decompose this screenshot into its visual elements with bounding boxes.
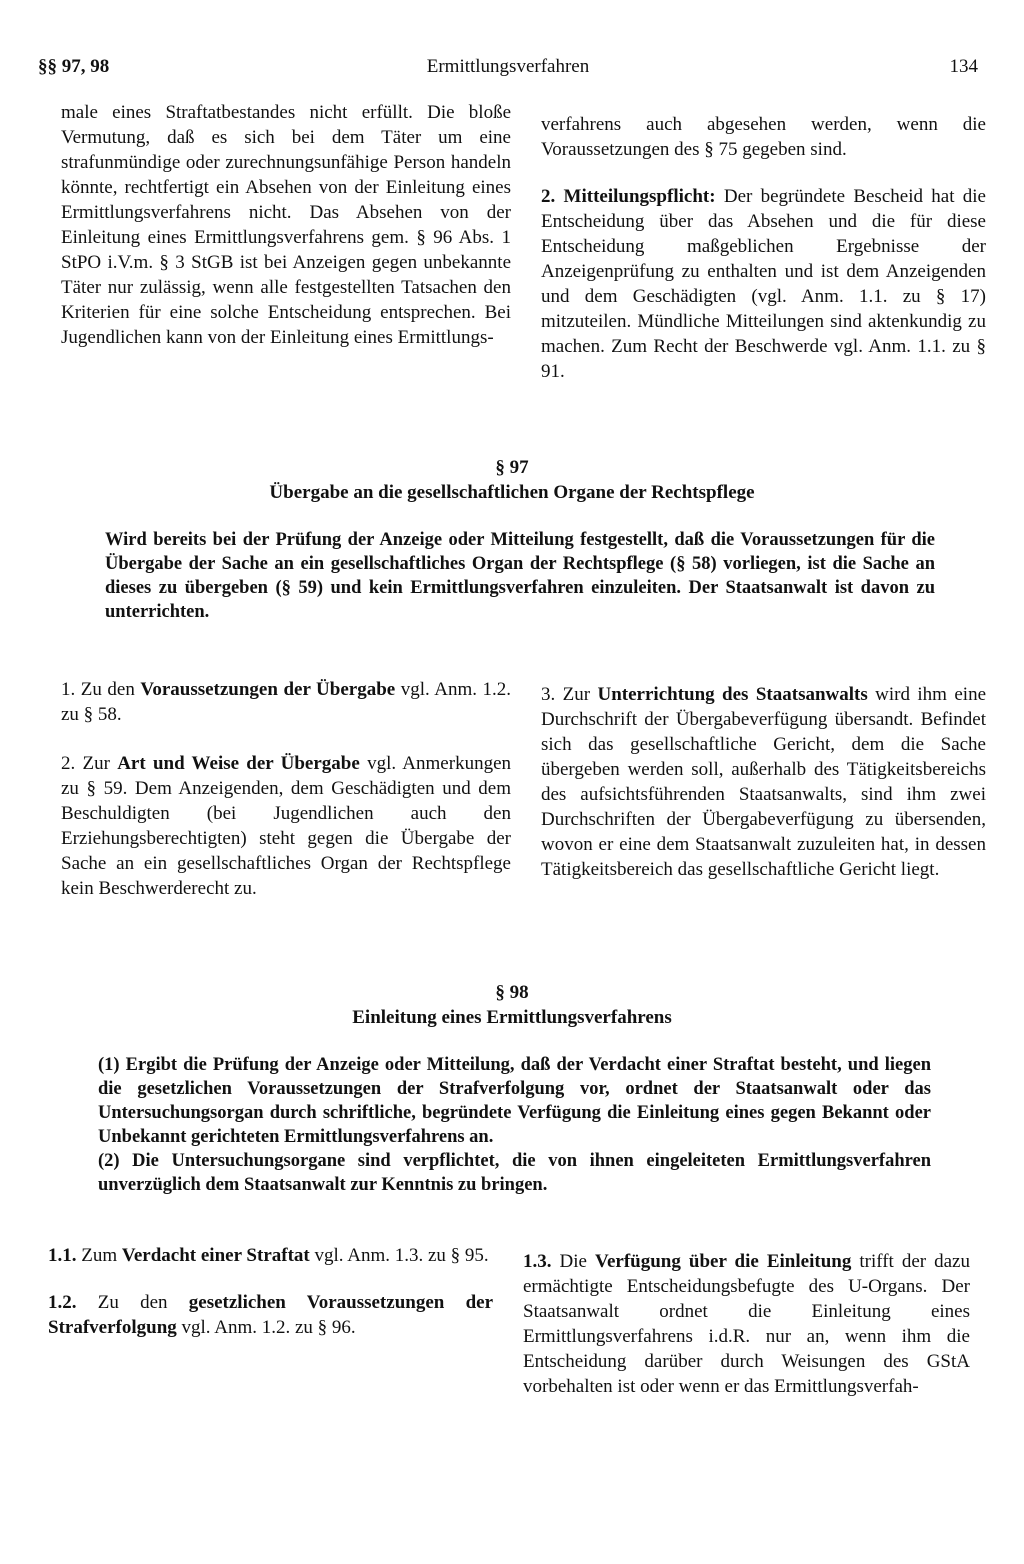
note-97-1-lead: 1. Zu den — [61, 679, 141, 700]
note-98-1-2-lead: Zu den — [76, 1292, 189, 1313]
note-98-1-2-text: vgl. Anm. 1.2. zu § 96. — [176, 1317, 356, 1338]
note-97-3-text: wird ihm eine Durchschrift der Übergabeverfügung übersandt. Befindet sich das gesellschaftliche Gericht, dem die Sache übergeben werden soll, außerhalb des Tätigkeitsbereichs des aufsichtsführenden Staatsanwalts, sind ihm zwei Durchschriften der Übergabeverfügung zu übersenden, wovon er eine dem Staatsanwalt zuzuleiten hat, in dessen Tätigkeitsbereich das gesellschaftliche Gericht liegt. — [541, 684, 987, 880]
section-98-right-notes — [523, 1249, 970, 1399]
note-98-1-1-lead: Zum — [76, 1245, 122, 1266]
note-97-3-lead: 3. Zur — [541, 684, 598, 705]
mitteilungspflicht-text: Der begründete Bescheid hat die Entscheidung über das Absehen und die für diese Entscheidung maßgeblichen Ergebnisse der Anzeigenprüfung zu enthalten und ist dem Anzeigenden und dem Geschädigten (vgl. Anm. 1.1. zu § 17) mitzuteilen. Mündliche Mitteilungen sind aktenkundig zu machen. Zum Recht der Beschwerde vgl. Anm. 1.1. zu § 91. — [541, 186, 986, 382]
section-98-number: § 98 — [495, 982, 529, 1003]
note-97-2 — [61, 751, 511, 901]
page-number: 134 — [949, 56, 978, 77]
section-97-right-notes — [541, 682, 986, 882]
note-98-1-3-keyword: Verfügung über die Einleitung — [594, 1251, 852, 1272]
note-98-1-3-text: trifft der dazu ermächtigte Entscheidungsbefugte des U-Organs. Der Staatsanwalt ordnet die Einleitung eines Ermittlungsverfahrens i.d.R. nur an, wenn ihm die Entscheidung darüber durch Weisungen des GStA vorbehalten ist oder wenn er das Ermittlungsverfah- — [523, 1251, 970, 1397]
section-97-rule-text: Wird bereits bei der Prüfung der Anzeige oder Mitteilung festgestellt, daß die Voraussetzungen für die Übergabe der Sache an ein gesellschaftliches Organ der Rechtspflege (§ 58) vorliegen, ist die Sache an dieses zu übergeben (§ 59) und kein Ermittlungsverfahren einzuleiten. Der Staatsanwalt ist davon zu unterrichten. — [105, 530, 935, 622]
section-98-heading — [0, 980, 1024, 1030]
section-98-rule-1: (1) Ergibt die Prüfung der Anzeige oder Mitteilung, daß der Verdacht einer Straftat besteht, und liegen die gesetzlichen Voraussetzungen der Strafverfolgung vor, ordnet der Staatsanwalt oder das Untersuchungsorgan durch schriftliche, begründete Verfügung die Einleitung eines gegen Bekannt oder Unbekannt gerichteten Ermittlungsverfahrens an. — [98, 1055, 931, 1147]
section-97-left-notes — [61, 677, 511, 901]
note-98-1-2-keyword: gesetzlichen Voraussetzungen der Strafverfolgung — [48, 1292, 494, 1338]
section-97-rule — [105, 528, 935, 624]
header-sections: §§ 97, 98 — [38, 56, 110, 77]
note-97-2-lead: 2. Zur — [61, 753, 118, 774]
note-98-1-3 — [523, 1249, 970, 1399]
section-98-rule — [98, 1053, 931, 1197]
mitteilungspflicht-heading: 2. Mitteilungspflicht: — [541, 186, 716, 207]
section-97-title: Übergabe an die gesellschaftlichen Organe der Rechtspflege — [269, 482, 755, 503]
note-97-2-keyword: Art und Weise der Übergabe — [117, 753, 360, 774]
note-98-1-1-number: 1.1. — [48, 1245, 77, 1266]
header-title: Ermittlungsverfahren — [426, 56, 590, 77]
section-98-title: Einleitung eines Ermittlungsverfahrens — [352, 1007, 672, 1028]
note-97-3-keyword: Unterrichtung des Staatsanwalts — [597, 684, 868, 705]
note-97-1-keyword: Voraussetzungen der Übergabe — [140, 679, 396, 700]
note-97-1 — [61, 677, 511, 727]
top-right-paragraph-1: verfahrens auch abgesehen werden, wenn die Voraussetzungen des § 75 gegeben sind. — [541, 114, 986, 160]
section-98-left-notes — [48, 1243, 493, 1340]
note-98-1-2 — [48, 1290, 493, 1340]
note-98-1-1-text: vgl. Anm. 1.3. zu § 95. — [309, 1245, 489, 1266]
note-98-1-1-keyword: Verdacht einer Straftat — [121, 1245, 310, 1266]
page-header — [38, 56, 978, 84]
section-97-heading — [0, 455, 1024, 505]
top-left-text: male eines Straftatbestandes nicht erfüllt. Die bloße Vermutung, daß es sich bei dem Täter um eine strafunmündige oder zurechnungsunfähige Person handeln könnte, rechtfertigt ein Absehen von der Einleitung eines Ermittlungsverfahrens nicht. Das Absehen von der Einleitung eines Ermittlungsverfahrens gem. § 96 Abs. 1 StPO i.V.m. § 3 StGB ist bei Anzeigen gegen unbekannte Täter nur zulässig, wenn alle festgestellten Tatsachen den Kriterien für eine solche Entscheidung entsprechen. Bei Jugendlichen kann von der Einleitung eines Ermittlungs- — [61, 102, 511, 348]
note-98-1-3-number: 1.3. — [523, 1251, 552, 1272]
section-98-rule-2: (2) Die Untersuchungsorgane sind verpflichtet, die von ihnen eingeleiteten Ermittlungsverfahren unverzüglich dem Staatsanwalt zur Kenntnis zu bringen. — [98, 1151, 931, 1195]
top-right-column — [541, 112, 986, 384]
note-97-1-text: vgl. Anm. 1.2. zu § 58. — [61, 679, 511, 725]
note-98-1-2-number: 1.2. — [48, 1292, 77, 1313]
section-97-number: § 97 — [495, 457, 529, 478]
top-left-column — [61, 100, 511, 350]
note-98-1-3-lead: Die — [551, 1251, 595, 1272]
note-97-3 — [541, 682, 986, 882]
note-97-2-text: vgl. Anmerkungen zu § 59. Dem Anzeigenden, dem Geschädigten und dem Beschuldigten (bei Jugendlichen auch den Erziehungsberechtigten) steht gegen die Übergabe der Sache an ein gesellschaftliches Organ der Rechtspflege kein Beschwerderecht zu. — [61, 753, 511, 899]
note-98-1-1 — [48, 1243, 493, 1268]
top-right-paragraph-2 — [541, 184, 986, 384]
